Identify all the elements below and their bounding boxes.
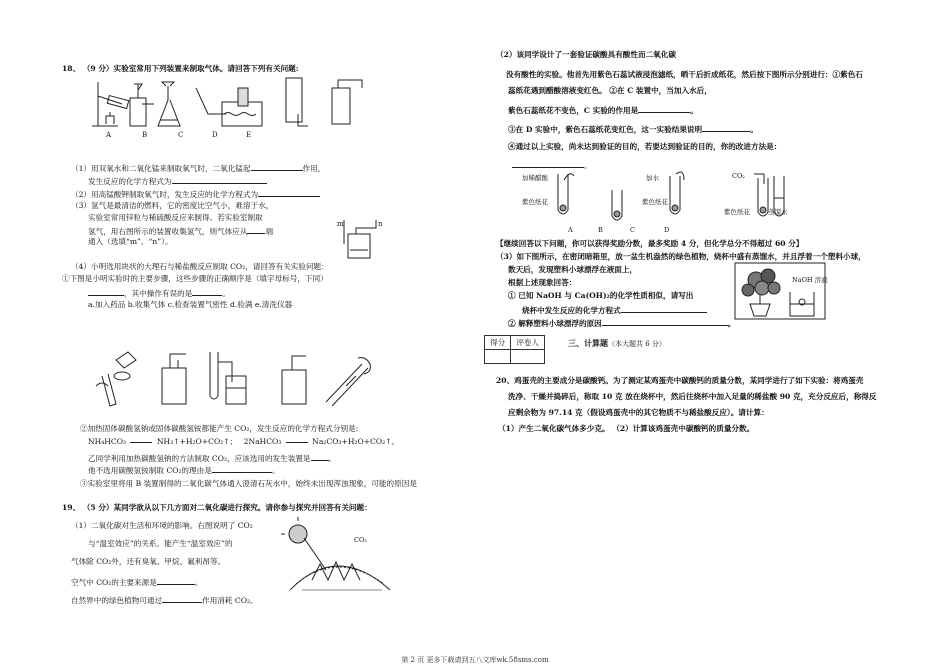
apparatus-a-to-e-figure [92,74,282,140]
blank-18-4-reason[interactable] [212,464,272,473]
bonus-note: 【继续回答以下问题，你可以获得奖励分数，最多奖励 4 分，但化学总分不得超过 60 分】 [496,239,804,248]
eq1-products: NH₃↑+H₂O+CO₂↑； [156,437,238,446]
q18-4-3: ③实验室里将用 B 装置制得的二氧化碳气体通入澄清石灰水中，始终未出现浑浊现象，可能的原因是 [80,479,417,488]
naoh-label: NaOH 溶液 [792,276,828,284]
q19-2f: ④通过以上实验，尚未达到验证的目的，若要达到验证的目的，你的改进方法是： [508,142,782,151]
label-water: 加水 [646,174,659,182]
q19-1c: 气体除 CO₂外，还有臭氧、甲烷、氟利昂等。 [71,557,226,566]
q19-3f: ② 解释塑料小球漂浮的原因 。 [508,319,736,328]
blank-18-4-device[interactable] [311,452,329,461]
page-footer: 第 2 页 更多下载请到五八文库wk.58sms.com [401,656,549,664]
q19-1b: 与“温室效应”的关系。能产生“温室效应”的 [88,539,233,548]
eq1-reactant: NH₄HCO₃ [88,437,127,446]
label-co2: CO₂ [732,172,745,180]
lab-steps-figure [86,346,386,414]
q19-2f-blank: 。 [512,159,592,171]
equations [88,437,399,447]
q19-3e: 烧杯中发生反应的化学方程式 [522,304,707,316]
blank-18-1c[interactable] [172,175,267,184]
m-n-bottle-figure [336,216,384,260]
grader-cell: 评卷人 [511,336,545,350]
q19-3c: 根据上述现象回答： [508,278,577,287]
blank-19-2-c[interactable] [638,104,690,113]
q19-2e: ③在 D 实验中，紫色石蕊纸花变红色，这一实验结果说明 。 [508,125,758,134]
fig-label-c: C [178,131,184,139]
q19-2a: （2）该同学设计了一套验证碳酸具有酸性而二氧化碳 [496,50,676,59]
earth-co2-label: CO₂ [354,536,367,544]
q19-3b: 数天后，发现塑料小球漂浮在液面上， [508,265,638,274]
q18-4-1b: ，其中操作有误的是 。 [88,287,230,299]
q18-4-2: ②加热固体碳酸氢钠或固体碳酸氢铵都能产生 CO₂，发生反应的化学方程式分别是: [80,424,359,433]
label-flower-d: 紫色纸花 [724,208,750,216]
blank-18-3[interactable] [247,225,265,234]
blank-19-1-source[interactable] [157,576,195,585]
q18-4-2c: 他不选用碳酸氢铵制取 CO₂的理由是 。 [88,466,280,475]
q19-3a: （3）如下图所示，在密闭暗箱里，放一盆生机盎然的绿色植物，烧杯中盛有蒸馏水，并且浮着一个塑料小球， [496,252,866,261]
blank-18-4-order[interactable] [88,287,124,296]
blank-19-2-d[interactable] [702,123,750,132]
blank-19-3-reason[interactable] [602,317,728,326]
blank-19-1-process[interactable] [162,594,202,603]
q19-3d: ① 已知 NaOH 与 Ca(OH)₂的化学性质相似，请写出 [508,291,694,300]
blank-18-1[interactable] [251,162,303,171]
gas-bottles-figure [272,74,372,136]
fig-label-e: E [246,131,252,139]
blank-19-2-improve[interactable] [512,159,584,168]
q19-1e: 自然界中的绿色植物可通过 作用消耗 CO₂。 [71,596,258,605]
grader-value-cell[interactable] [511,350,545,364]
fig2-label-a: A [568,226,573,234]
q18-4: （4）小明选用块状的大理石与稀盐酸反应制取 CO₂，请回答有关实验问题： [71,262,329,271]
fig2-label-c: C [630,226,635,234]
fig-label-a: A [106,131,112,139]
label-flower-c: 紫色纸花 [642,198,668,206]
score-table [484,335,545,364]
q18-1: （1）用双氧水和二氧化锰来制取氧气时，二氧化锰起 作用， [71,164,326,173]
fig-label-d: D [212,131,218,139]
blank-18-4-error[interactable] [192,287,222,296]
q18-4-options: a.加入药品 b.收集气体 c.检查装置气密性 d.验满 e.清洗仪器 [88,300,293,309]
q19-2d: 紫色石蕊纸花不变色，C 实验的作用是 。 [508,106,698,115]
eq2-arrow [286,442,308,443]
eq2-products: Na₂CO₃+H₂O+CO₂↑。 [312,437,400,446]
q18-3c: 氢气，用右图所示的装置收集氢气，则气体应从 端 [88,227,274,236]
bottle-label-n: n [378,220,383,228]
q18-4-1: ①下图是小明实验时的主要步骤，这些步骤的正确顺序是（填字母标号，下同） [62,274,328,283]
label-vinegar: 加稀醋酸 [522,174,548,182]
eq2-reactant: 2NaHCO₃ [243,437,282,446]
label-distilled-water: 蒸馏水 [768,208,788,216]
blank-19-3-equation[interactable] [621,304,707,313]
greenhouse-figure [282,520,392,592]
eq1-arrow [130,442,152,443]
score-cell: 得分 [485,336,511,350]
q18-2: （2）用高锰酸钾制取氧气时，发生反应的化学方程式为 [71,188,320,200]
q18-3b: 实验室常用锌粒与稀硫酸反应来制得。若实验室制取 [88,213,263,222]
q20-c: 应剩余物为 97.14 克（假设鸡蛋壳中的其它物质不与稀盐酸反应）。请计算： [508,408,769,417]
section-3-title: 三、计算题（本大题共 6 分） [568,338,666,348]
q19-heading: 19、 （5 分）某同学欲从以下几方面对二氧化碳进行探究。请你参与探究并回答有关问题： [62,503,372,512]
litmus-experiment-figure [518,170,818,234]
score-value-cell[interactable] [485,350,511,364]
q18-1c: 发生反应的化学方程式为 [88,175,267,187]
plant-box-figure [734,262,826,320]
q18-4-2b: 乙同学利用加热碳酸氢钠的方法制取 CO₂，应该选用的发生装置是 。 [88,454,337,463]
fig-label-b: B [142,131,148,139]
label-flower-a: 紫色纸花 [522,198,548,206]
q18-3a: （3）氢气是最清洁的燃料，它的密度比空气小，难溶于水， [71,201,274,210]
q18-3d: 通入（选填“m”、“n”）。 [88,237,173,246]
q20-b: 洗净、干燥并捣碎后，称取 10 克 放在烧杯中，然后往烧杯中加入足量的稀盐酸 90 克，充分反应后，称得反 [508,392,877,401]
fig2-label-b: B [598,226,603,234]
q19-1d: 空气中 CO₂的主要来源是 。 [71,578,203,587]
fig2-label-d: D [664,226,670,234]
q20-d: （1）产生二氧化碳气体多少克。 （2）计算该鸡蛋壳中碳酸钙的质量分数。 [498,424,755,433]
bottle-label-m: m [337,220,344,228]
q20-a: 20、鸡蛋壳的主要成分是碳酸钙。为了测定某鸡蛋壳中碳酸钙的质量分数，某同学进行了如下实验：将鸡蛋壳 [496,376,864,385]
q19-2c: 蕊纸花遇到醋酸溶液变红色。 ②在 C 装置中，当加入水后， [508,86,712,95]
blank-18-2[interactable] [258,188,320,197]
q18-heading: 18、 （9 分）实验室常用下列装置来制取气体。请回答下列有关问题: [62,64,299,73]
q19-2b: 没有酸性的实验。他首先用紫色石蕊试液浸泡滤纸，晒干后折成纸花，然后按下图所示分别进行：①紫色石 [506,70,863,79]
q19-1a: （1）二氧化碳对生活和环境的影响。右图说明了 CO₂ [71,521,253,530]
